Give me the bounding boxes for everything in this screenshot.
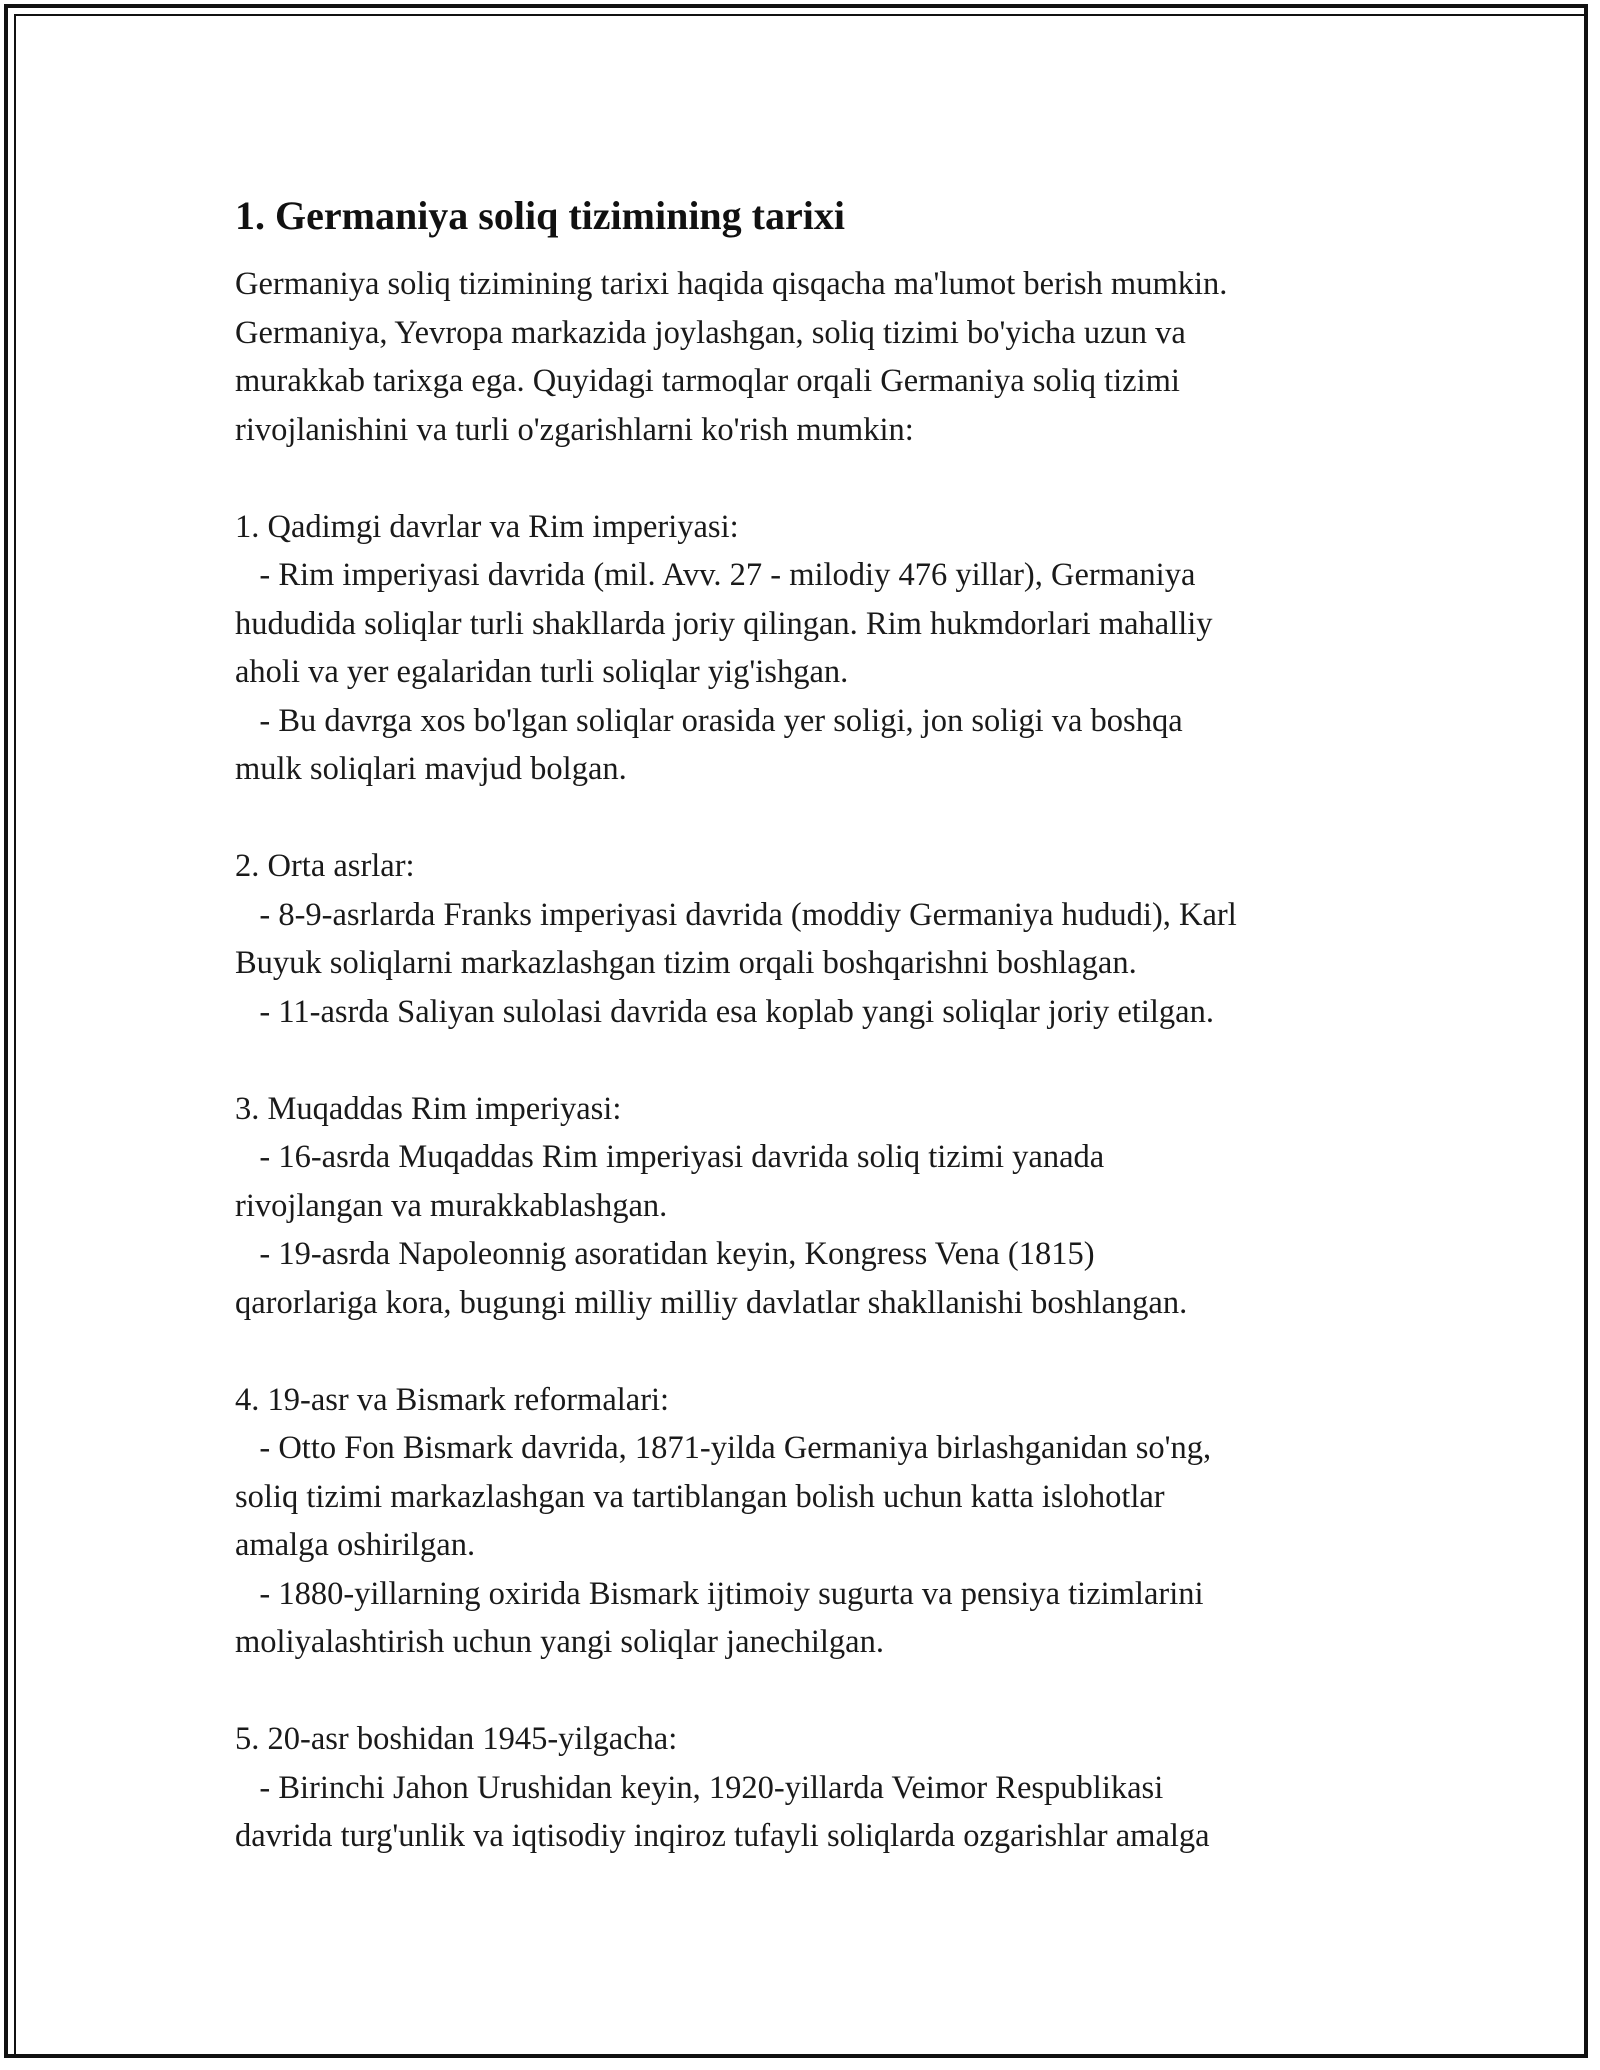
section-bismarck-reforms: [235, 1376, 1415, 1667]
section-line: soliq tizimi markazlashgan va tartiblangan bolish uchun katta islohotlar: [235, 1478, 1165, 1515]
section-line: moliyalashtirish uchun yangi soliqlar janechilgan.: [235, 1624, 884, 1660]
section-line: aholi va yer egalaridan turli soliqlar yig'ishgan.: [235, 654, 849, 690]
intro-paragraph: [235, 260, 1415, 454]
section-line: amalga oshirilgan.: [235, 1527, 476, 1563]
section-line: - 11-asrda Saliyan sulolasi davrida esa koplab yangi soliqlar joriy etilgan.: [235, 993, 1214, 1030]
section-line: - 16-asrda Muqaddas Rim imperiyasi davrida soliq tizimi yanada: [235, 1139, 1105, 1175]
document-body: [235, 186, 1415, 1861]
section-line: rivojlangan va murakkablashgan.: [235, 1187, 668, 1224]
section-heading: 3. Muqaddas Rim imperiyasi:: [235, 1090, 622, 1127]
section-early-20th-century: [235, 1715, 1415, 1861]
section-line: - Otto Fon Bismark davrida, 1871-yilda Germaniya birlashganidan so'ng,: [235, 1430, 1212, 1466]
section-holy-roman-empire: [235, 1085, 1415, 1328]
section-heading: 5. 20-asr boshidan 1945-yilgacha:: [235, 1721, 678, 1757]
section-line: - 8-9-asrlarda Franks imperiyasi davrida (moddiy Germaniya hududi), Karl: [235, 896, 1237, 933]
section-middle-ages: [235, 842, 1415, 1036]
section-ancient-rome: [235, 503, 1415, 794]
section-line: - 19-asrda Napoleonnig asoratidan keyin, Kongress Vena (1815): [235, 1236, 1095, 1272]
intro-line: murakkab tarixga ega. Quyidagi tarmoqlar orqali Germaniya soliq tizimi: [235, 363, 1180, 399]
section-line: - Rim imperiyasi davrida (mil. Avv. 27 - milodiy 476 yillar), Germaniya: [235, 557, 1196, 593]
section-heading: 2. Orta asrlar:: [235, 848, 415, 884]
intro-line: Germaniya, Yevropa markazida joylashgan, soliq tizimi bo'yicha uzun va: [235, 314, 1186, 351]
section-line: - Bu davrga xos bo'lgan soliqlar orasida yer soligi, jon soligi va boshqa: [235, 702, 1183, 739]
section-heading: 1. Qadimgi davrlar va Rim imperiyasi:: [235, 508, 739, 545]
section-line: mulk soliqlari mavjud bolgan.: [235, 751, 627, 787]
section-line: - 1880-yillarning oxirida Bismark ijtimoiy sugurta va pensiya tizimlarini: [235, 1575, 1204, 1612]
section-line: davrida turg'unlik va iqtisodiy inqiroz tufayli soliqlarda ozgarishlar amalga: [235, 1818, 1210, 1854]
intro-line: rivojlanishini va turli o'zgarishlarni ko'rish mumkin:: [235, 411, 914, 448]
section-line: qarorlariga kora, bugungi milliy milliy davlatlar shakllanishi boshlangan.: [235, 1284, 1188, 1321]
section-line: Buyuk soliqlarni markazlashgan tizim orqali boshqarishni boshlagan.: [235, 945, 1137, 981]
section-line: hududida soliqlar turli shakllarda joriy qilingan. Rim hukmdorlari mahalliy: [235, 605, 1213, 642]
section-line: - Birinchi Jahon Urushidan keyin, 1920-yillarda Veimor Respublikasi: [235, 1769, 1164, 1806]
page-title: 1. Germaniya soliq tizimining tarixi: [235, 193, 845, 238]
section-heading: 4. 19-asr va Bismark reformalari:: [235, 1381, 670, 1418]
intro-line: Germaniya soliq tizimining tarixi haqida qisqacha ma'lumot berish mumkin.: [235, 266, 1228, 302]
